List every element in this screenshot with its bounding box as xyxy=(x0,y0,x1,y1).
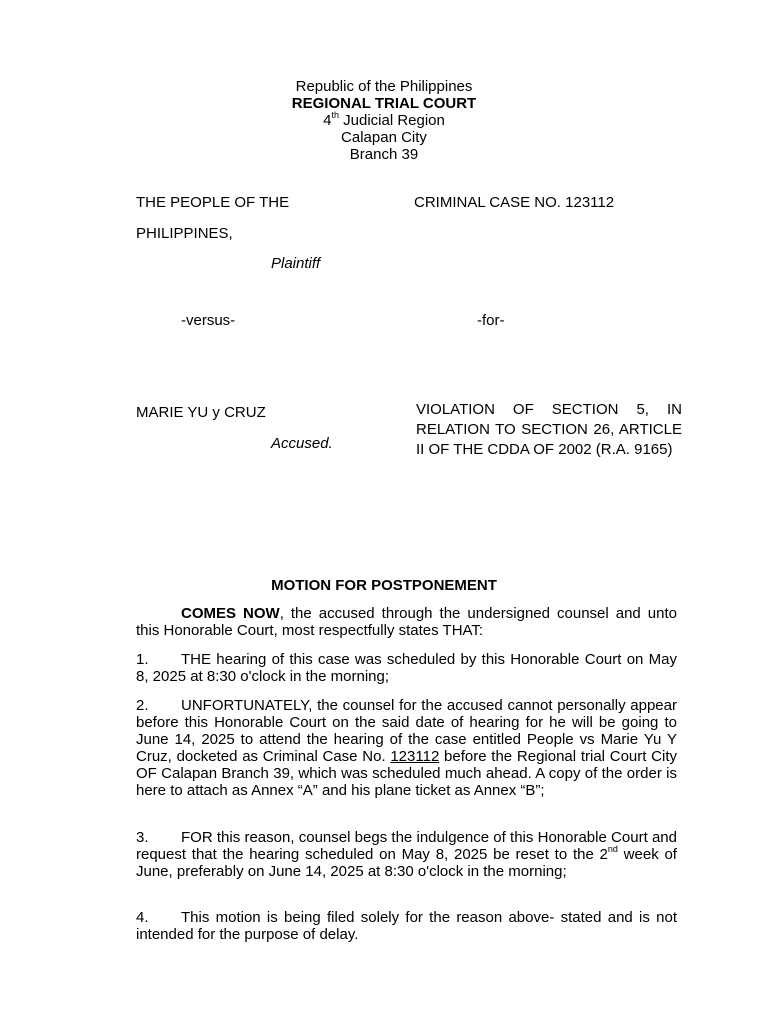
paragraph-2-number: 2. xyxy=(136,697,149,714)
paragraph-3 xyxy=(136,829,677,880)
intro-paragraph xyxy=(136,605,677,639)
header-branch: Branch 39 xyxy=(349,146,419,163)
paragraph-3-text-a: FOR this reason, counsel begs the indulgence of this Honorable Court and request that the hearing scheduled on May 8, 2025 be reset to the 2 xyxy=(136,829,677,863)
plaintiff-line-2: PHILIPPINES, xyxy=(136,225,233,242)
header-region xyxy=(0,112,768,129)
paragraph-3-number: 3. xyxy=(136,829,149,846)
header-court-name: REGIONAL TRIAL COURT xyxy=(291,95,477,112)
accused-role: Accused. xyxy=(271,435,333,452)
paragraph-4-text: This motion is being filed solely for the reason above- stated and is not intended for the purpose of delay. xyxy=(136,909,677,943)
paragraph-4-number: 4. xyxy=(136,909,149,926)
paragraph-4 xyxy=(136,909,677,943)
offense-description: VIOLATION OF SECTION 5, IN RELATION TO SECTION 26, ARTICLE II OF THE CDDA OF 2002 (R.A. 9165) xyxy=(416,401,682,458)
header-republic: Republic of the Philippines xyxy=(295,78,473,95)
paragraph-2 xyxy=(136,697,677,799)
paragraph-3-text-b: week of June, preferably on June 14, 2025 at 8:30 o'clock in the morning; xyxy=(136,846,677,880)
plaintiff-role: Plaintiff xyxy=(271,255,321,272)
case-number-underlined: 123112 xyxy=(390,748,440,765)
intro-text: , the accused through the undersigned counsel and unto this Honorable Court, most respectfully states THAT: xyxy=(136,605,677,639)
for-label: -for- xyxy=(477,312,505,329)
paragraph-1 xyxy=(136,651,677,685)
paragraph-2-text-b: before the Regional trial Court City OF Calapan Branch 39, which was scheduled much ahead. A copy of the order is here to attach as Annex “A” and his plane ticket as Annex “B”; xyxy=(136,748,677,799)
paragraph-1-number: 1. xyxy=(136,651,149,668)
intro-bold: COMES NOW xyxy=(181,605,280,622)
header-region-suffix: th xyxy=(331,110,339,120)
accused-name: MARIE YU y CRUZ xyxy=(136,404,266,421)
paragraph-3-sup: nd xyxy=(607,844,618,854)
header-city: Calapan City xyxy=(341,129,427,146)
case-number: CRIMINAL CASE NO. 123112 xyxy=(414,194,615,211)
header-region-number: 4 xyxy=(323,112,332,129)
motion-title: MOTION FOR POSTPONEMENT xyxy=(271,577,497,594)
versus-label: -versus- xyxy=(181,312,236,329)
plaintiff-line-1: THE PEOPLE OF THE xyxy=(136,194,290,211)
paragraph-2-text-a: UNFORTUNATELY, the counsel for the accused cannot personally appear before this Honorable Court on the said date of hearing for he will be going to June 14, 2025 to attend the hearing of the case entitled People vs Marie Yu Y Cruz, docketed as Criminal Case No. xyxy=(136,697,677,765)
paragraph-1-text: THE hearing of this case was scheduled by this Honorable Court on May 8, 2025 at 8:30 o'clock in the morning; xyxy=(136,651,677,685)
header-region-text: Judicial Region xyxy=(338,112,445,129)
